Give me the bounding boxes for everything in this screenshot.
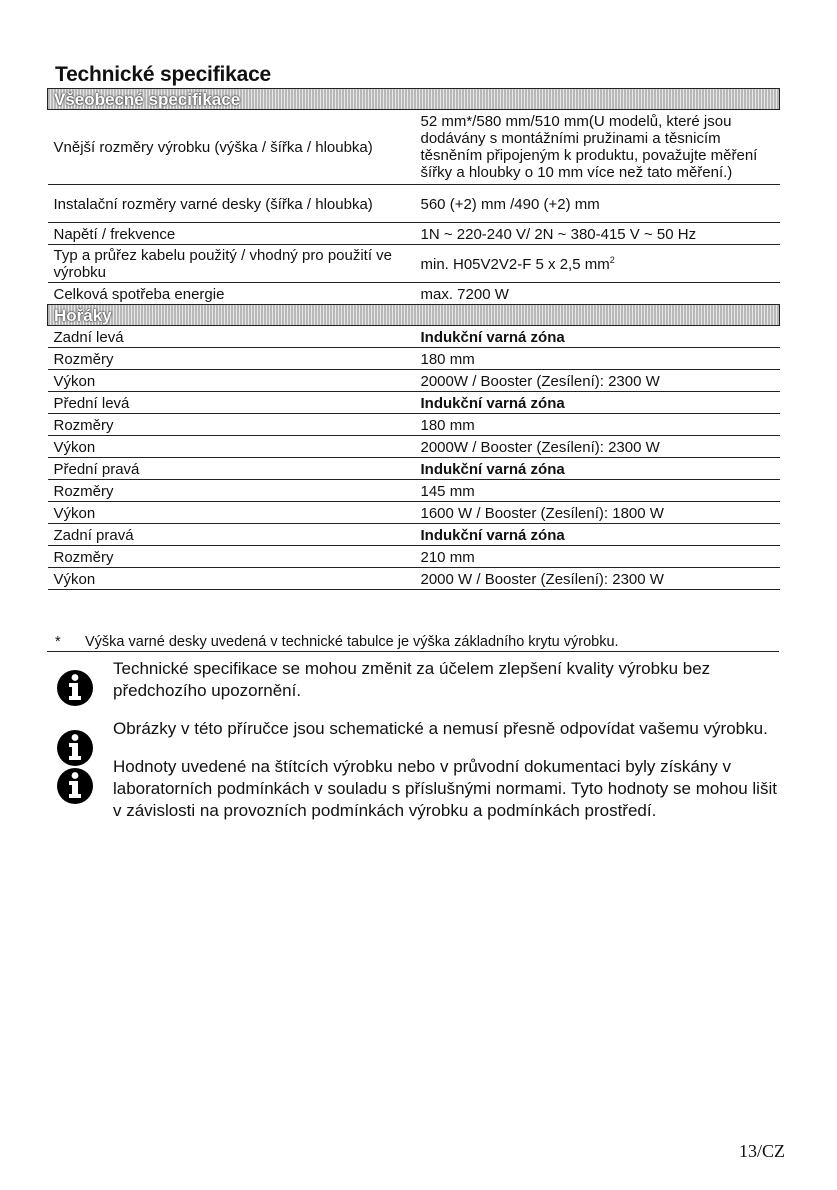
page-title: Technické specifikace [55,63,272,86]
row-label: Výkon [48,436,415,458]
row-value: 560 (+2) mm /490 (+2) mm [415,185,780,223]
row-value-text: min. H05V2V2-F 5 x 2,5 mm [420,255,610,273]
row-label: Napětí / frekvence [48,223,415,245]
table-row [48,568,780,590]
row-label: Výkon [48,370,415,392]
table-row [48,392,780,414]
row-value: 2000W / Booster (Zesílení): 2300 W [415,370,780,392]
footnote-marker: * [55,634,61,650]
row-value: 2000 W / Booster (Zesílení): 2300 W [415,568,780,590]
row-label: Rozměry [48,480,415,502]
row-value: 52 mm*/580 mm/510 mm(U modelů, které jsou dodávány s montážními pružinami a těsnicím těsněním připojeným k produktu, považujte měření šířky a hloubky o 10 mm více než tato měření.) [415,110,780,185]
row-value: 145 mm [415,480,780,502]
section-title: Všeobecné specifikace [48,89,780,110]
row-value: 2000W / Booster (Zesílení): 2300 W [415,436,780,458]
section-header-general [48,89,780,110]
table-row [48,546,780,568]
row-value: Indukční varná zóna [415,524,780,546]
row-label: Typ a průřez kabelu použitý / vhodný pro použití ve výrobku [48,245,415,283]
table-row [48,370,780,392]
row-label: Výkon [48,568,415,590]
row-label: Výkon [48,502,415,524]
row-label: Celková spotřeba energie [48,283,415,305]
footnote-text: Výška varné desky uvedená v technické tabulce je výška základního krytu výrobku. [85,634,619,650]
note-text: Hodnoty uvedené na štítcích výrobku nebo v průvodní dokumentaci byly získány v laboratorních podmínkách v souladu s příslušnými normami. Tyto hodnoty se mohou lišit v závislosti na provozních podmínkách výrobku a podmínkách prostředí. [113,757,777,820]
row-label: Zadní levá [48,326,415,348]
row-label: Přední levá [48,392,415,414]
info-icon [52,763,98,809]
table-row [48,480,780,502]
row-label: Rozměry [48,348,415,370]
page-number: 13/CZ [738,1141,785,1161]
row-value: 180 mm [415,414,780,436]
row-label: Instalační rozměry varné desky (šířka / hloubka) [48,185,415,223]
superscript: 2 [609,254,615,265]
table-row [48,524,780,546]
row-value: Indukční varná zóna [415,326,780,348]
row-label: Rozměry [48,546,415,568]
table-row [48,185,780,223]
section-header-burners [48,305,780,326]
table-row [48,110,780,185]
info-note [52,658,782,702]
table-row [48,326,780,348]
row-value: Indukční varná zóna [415,392,780,414]
row-value: Indukční varná zóna [415,458,780,480]
table-footnote [47,634,779,652]
section-title: Hořáky [48,305,780,326]
table-row [48,283,780,305]
info-note [52,718,782,740]
info-note [52,756,782,822]
table-row [48,245,780,283]
row-value: 180 mm [415,348,780,370]
row-label: Rozměry [48,414,415,436]
row-value: 210 mm [415,546,780,568]
row-value: max. 7200 W [415,283,780,305]
info-notes [52,658,782,838]
table-row [48,348,780,370]
row-label: Vnější rozměry výrobku (výška / šířka / hloubka) [48,110,415,185]
row-label: Přední pravá [48,458,415,480]
table-row [48,502,780,524]
table-row [48,223,780,245]
table-row [48,436,780,458]
note-text: Technické specifikace se mohou změnit za účelem zlepšení kvality výrobku bez předchozího upozornění. [113,659,711,700]
spec-table [47,88,780,590]
row-value: 1N ~ 220-240 V/ 2N ~ 380-415 V ~ 50 Hz [415,223,780,245]
row-value [415,245,780,283]
row-label: Zadní pravá [48,524,415,546]
info-icon [52,665,98,711]
row-value: 1600 W / Booster (Zesílení): 1800 W [415,502,780,524]
table-row [48,414,780,436]
note-text: Obrázky v této příručce jsou schematické a nemusí přesně odpovídat vašemu výrobku. [113,719,768,738]
table-row [48,458,780,480]
